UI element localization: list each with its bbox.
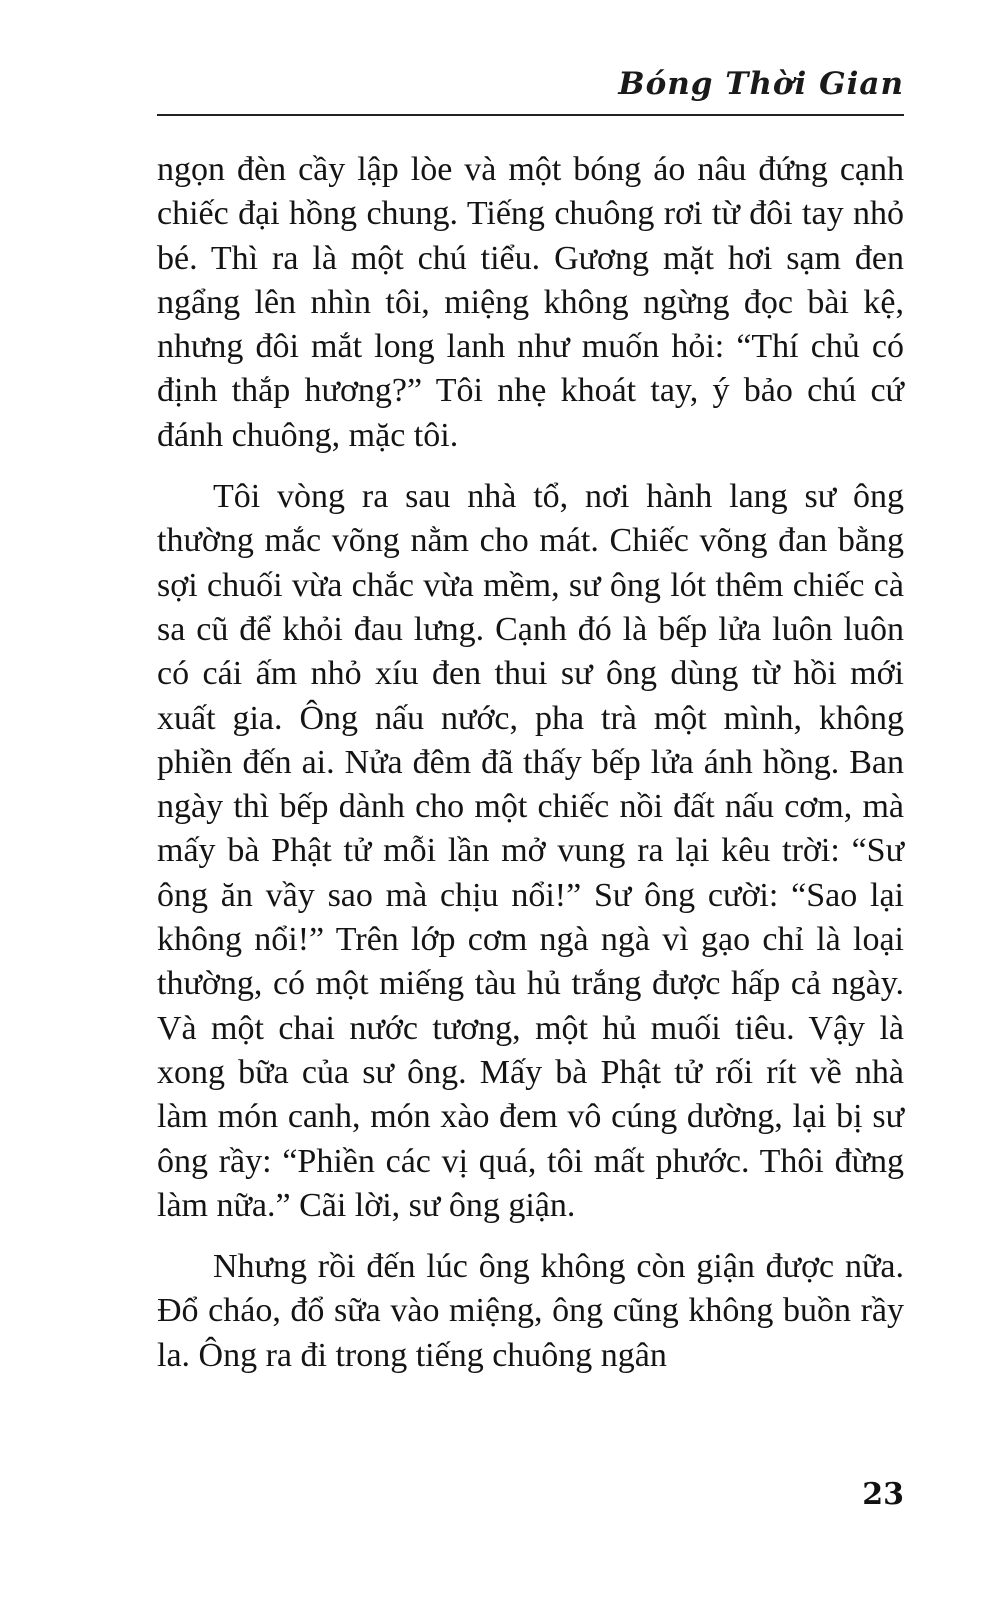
paragraph: Nhưng rồi đến lúc ông không còn giận được nữa. Đổ cháo, đổ sữa vào miệng, ông cũng không buồn rầy la. Ông ra đi trong tiếng chuông ngân [157, 1248, 904, 1374]
running-header [157, 62, 904, 116]
paragraph-continued: ngọn đèn cầy lập lòe và một bóng áo nâu đứng cạnh chiếc đại hồng chung. Tiếng chuông rơi từ đôi tay nhỏ bé. Thì ra là một chú tiểu. Gương mặt hơi sạm đen ngẩng lên nhìn tôi, miệng không ngừng đọc bài kệ, nhưng đôi mắt long lanh như muốn hỏi: “Thí chủ có định thắp hương?” Tôi nhẹ khoát tay, ý bảo chú cứ đánh chuông, mặc tôi. [157, 151, 904, 454]
page-body [157, 148, 904, 1395]
running-title: Bóng Thời Gian [618, 66, 904, 102]
page-number: 23 [862, 1477, 904, 1512]
paragraph: Tôi vòng ra sau nhà tổ, nơi hành lang sư ông thường mắc võng nằm cho mát. Chiếc võng đan bằng sợi chuối vừa chắc vừa mềm, sư ông lót thêm chiếc cà sa cũ để khỏi đau lưng. Cạnh đó là bếp lửa luôn luôn có cái ấm nhỏ xíu đen thui sư ông dùng từ hồi mới xuất gia. Ông nấu nước, pha trà một mình, không phiền đến ai. Nửa đêm đã thấy bếp lửa ánh hồng. Ban ngày thì bếp dành cho một chiếc nồi đất nấu cơm, mà mấy bà Phật tử mỗi lần mở vung ra lại kêu trời: “Sư ông ăn vầy sao mà chịu nổi!” Sư ông cười: “Sao lại không nổi!” Trên lớp cơm ngà ngà vì gạo chỉ là loại thường, có một miếng tàu hủ trắng được hấp cả ngày. Và một chai nước tương, một hủ muối tiêu. Vậy là xong bữa của sư ông. Mấy bà Phật tử rối rít về nhà làm món canh, món xào đem vô cúng dường, lại bị sư ông rầy: “Phiền các vị quá, tôi mất phước. Thôi đừng làm nữa.” Cãi lời, sư ông giận. [157, 478, 904, 1224]
